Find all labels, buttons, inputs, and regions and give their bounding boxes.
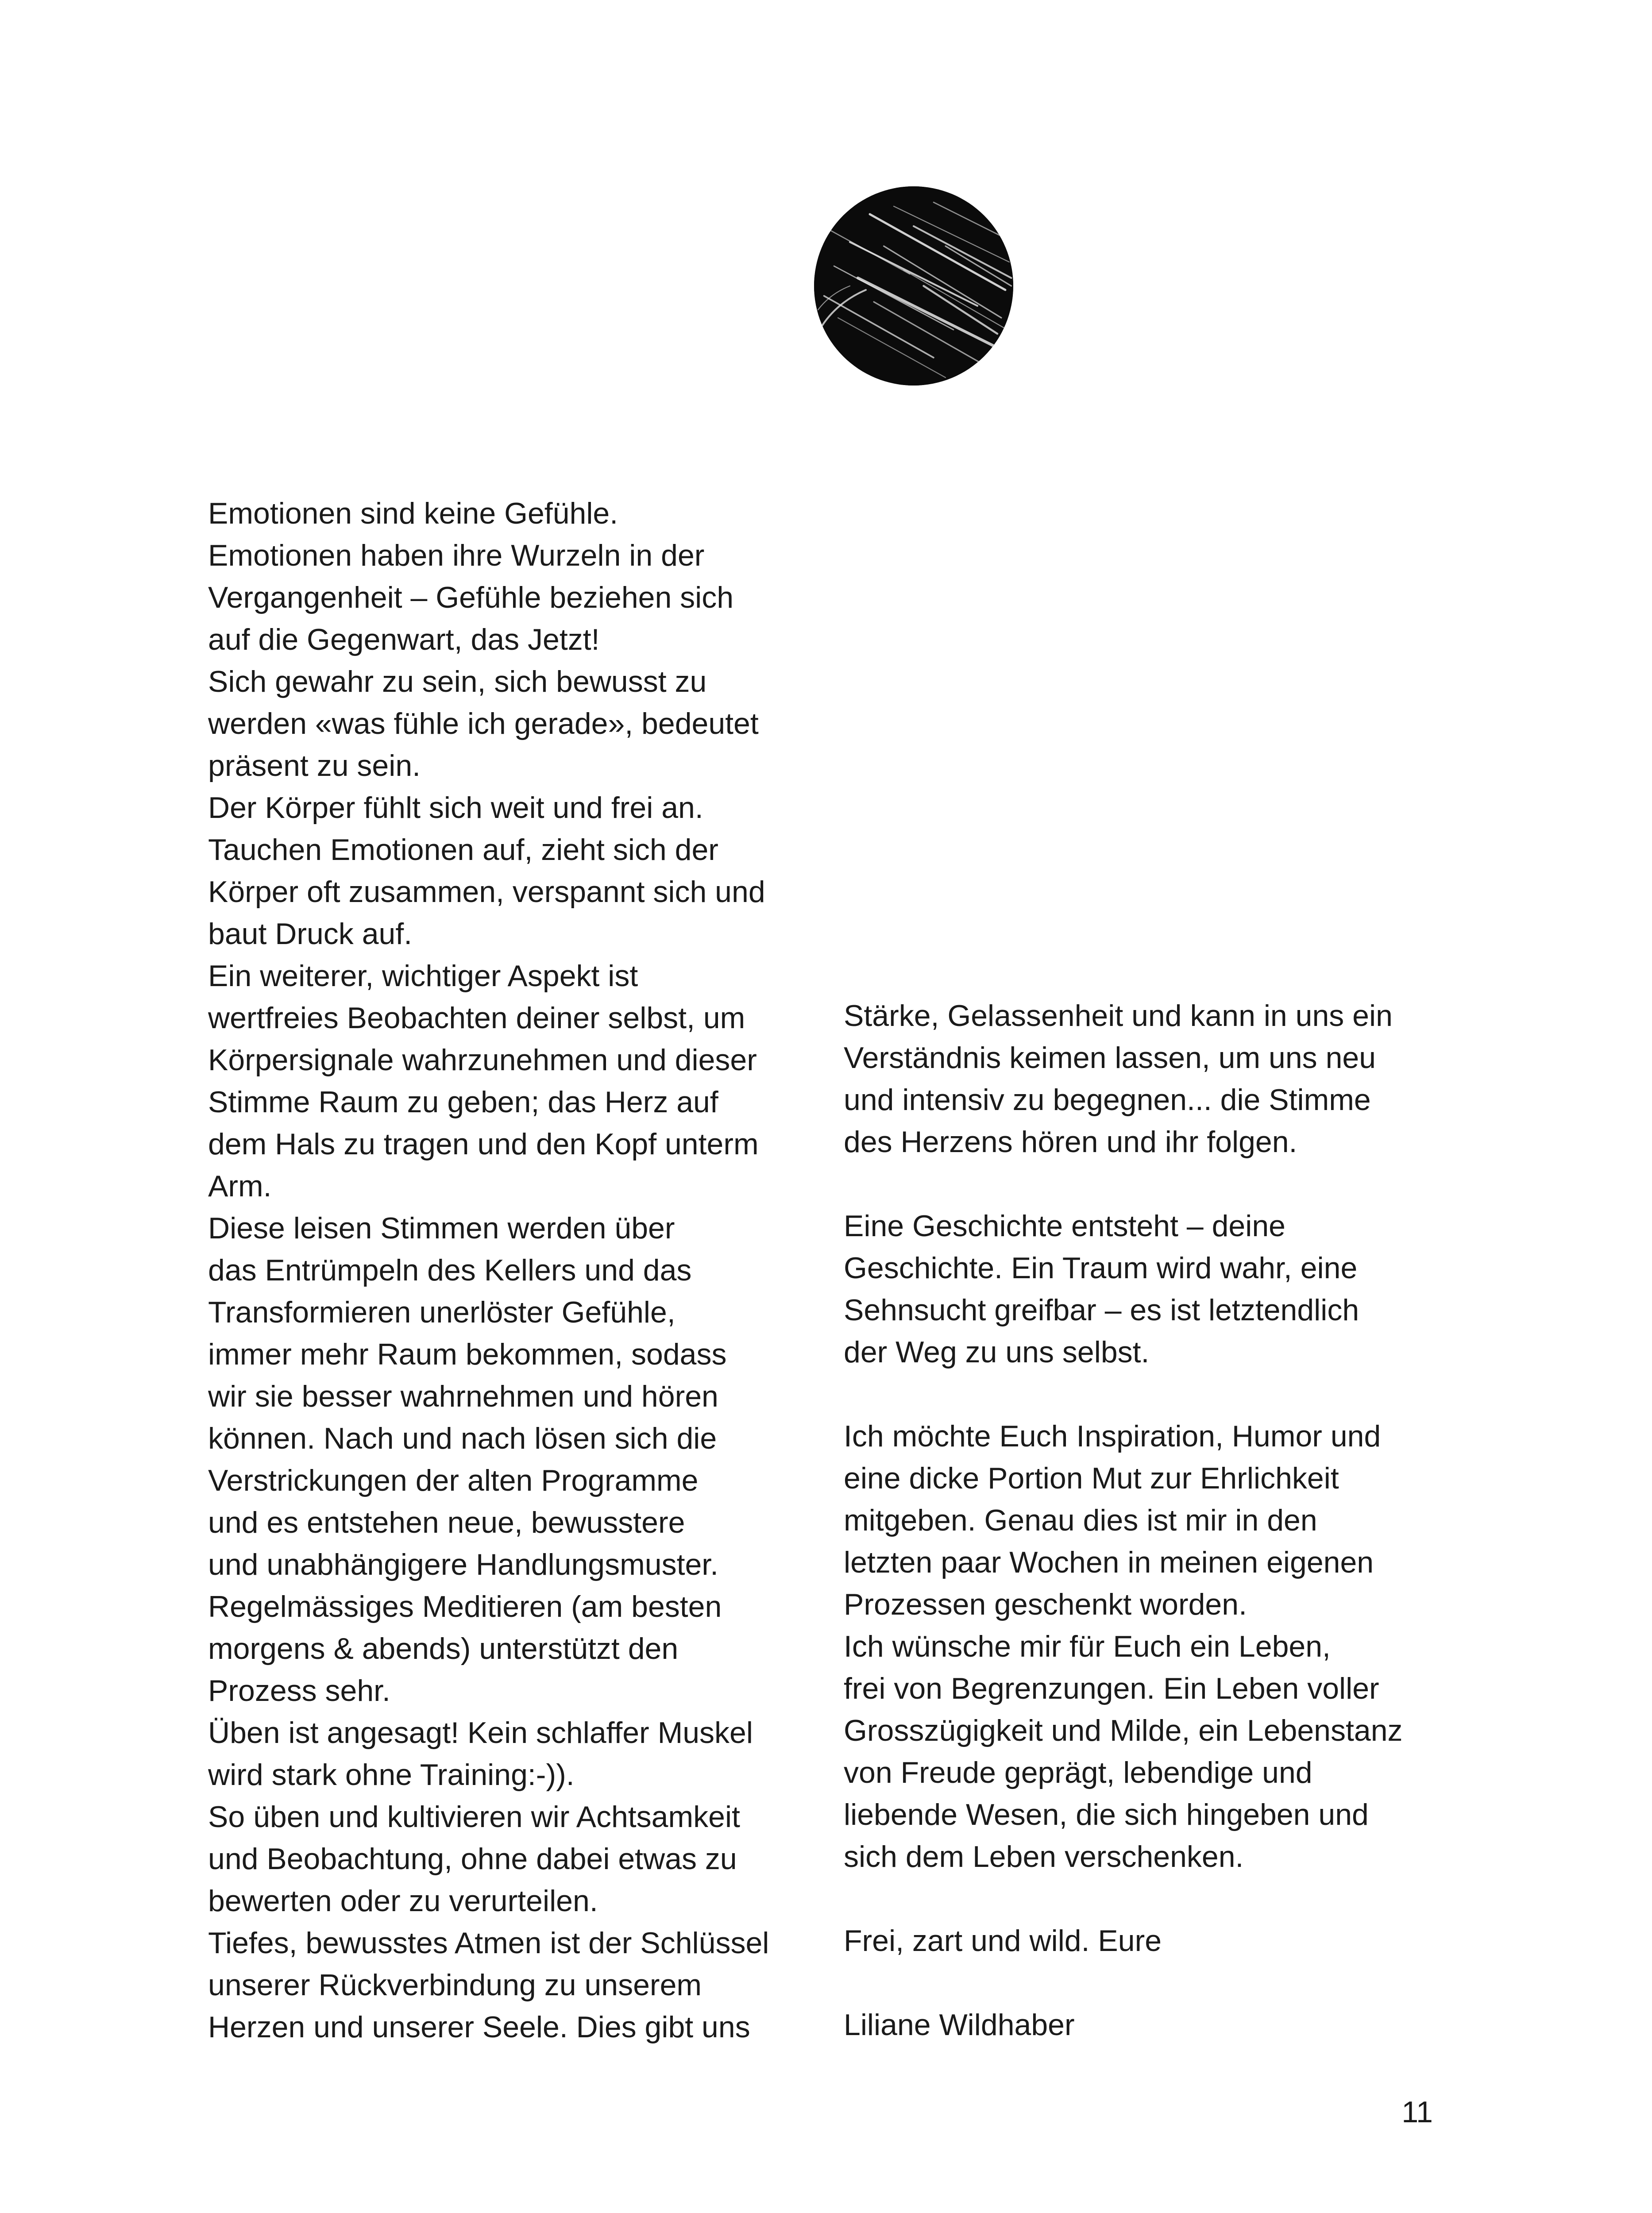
- right-text-column: [844, 995, 1455, 2046]
- right-text-line: der Weg zu uns selbst.: [844, 1335, 1150, 1369]
- left-text-line: So üben und kultivieren wir Achtsamkeit: [208, 1800, 740, 1834]
- left-text-line: Verstrickungen der alten Programme: [208, 1464, 699, 1497]
- left-text-line: Körpersignale wahrzunehmen und dieser: [208, 1043, 757, 1077]
- left-text-line: Ein weiterer, wichtiger Aspekt ist: [208, 959, 638, 993]
- left-text-line: wertfreies Beobachten deiner selbst, um: [208, 1001, 745, 1035]
- right-text-line: Ich möchte Euch Inspiration, Humor und: [844, 1419, 1381, 1453]
- left-text-column: [208, 493, 819, 2048]
- left-text-line: Emotionen haben ihre Wurzeln in der: [208, 539, 705, 572]
- left-text-line: Herzen und unserer Seele. Dies gibt uns: [208, 2010, 750, 2044]
- right-text-line: [844, 1962, 1455, 2004]
- left-text-line: baut Druck auf.: [208, 917, 413, 951]
- right-text-line: mitgeben. Genau dies ist mir in den: [844, 1504, 1317, 1537]
- right-text-line: [844, 1163, 1455, 1205]
- left-text-line: immer mehr Raum bekommen, sodass: [208, 1338, 727, 1371]
- left-text-line: Diese leisen Stimmen werden über: [208, 1211, 675, 1245]
- left-text-line: dem Hals zu tragen und den Kopf unterm: [208, 1127, 759, 1161]
- left-text-line: Körper oft zusammen, verspannt sich und: [208, 875, 765, 909]
- right-text-line: von Freude geprägt, lebendige und: [844, 1756, 1312, 1789]
- left-text-line: Regelmässiges Meditieren (am besten: [208, 1590, 722, 1623]
- left-text-line: Üben ist angesagt! Kein schlaffer Muskel: [208, 1716, 753, 1750]
- left-text-line: das Entrümpeln des Kellers und das: [208, 1253, 692, 1287]
- left-text-line: Tauchen Emotionen auf, zieht sich der: [208, 833, 718, 867]
- left-text-line: und Beobachtung, ohne dabei etwas zu: [208, 1842, 737, 1876]
- left-text-line: können. Nach und nach lösen sich die: [208, 1422, 717, 1455]
- right-text-line: Geschichte. Ein Traum wird wahr, eine: [844, 1251, 1358, 1285]
- right-text-line: Stärke, Gelassenheit und kann in uns ein: [844, 999, 1393, 1033]
- right-text-line: [844, 1373, 1455, 1415]
- right-text-line: Grosszügigkeit und Milde, ein Lebenstanz: [844, 1714, 1403, 1747]
- left-text-line: Transformieren unerlöster Gefühle,: [208, 1295, 675, 1329]
- right-text-line: liebende Wesen, die sich hingeben und: [844, 1798, 1369, 1831]
- right-text-line: Verständnis keimen lassen, um uns neu: [844, 1041, 1376, 1075]
- left-text-line: Arm.: [208, 1169, 272, 1203]
- right-text-line: Eine Geschichte entsteht – deine: [844, 1209, 1285, 1243]
- left-text-line: unserer Rückverbindung zu unserem: [208, 1968, 702, 2002]
- left-text-line: Emotionen sind keine Gefühle.: [208, 497, 618, 530]
- right-text-line: eine dicke Portion Mut zur Ehrlichkeit: [844, 1461, 1339, 1495]
- left-text-line: bewerten oder zu verurteilen.: [208, 1884, 598, 1918]
- left-text-line: auf die Gegenwart, das Jetzt!: [208, 623, 600, 656]
- left-text-line: und es entstehen neue, bewusstere: [208, 1506, 685, 1539]
- left-text-line: Der Körper fühlt sich weit und frei an.: [208, 791, 703, 825]
- right-text-line: Liliane Wildhaber: [844, 2008, 1075, 2042]
- left-text-line: wird stark ohne Training:-)).: [208, 1758, 575, 1792]
- left-text-line: präsent zu sein.: [208, 749, 421, 783]
- right-text-line: Ich wünsche mir für Euch ein Leben,: [844, 1630, 1331, 1663]
- left-text-line: Vergangenheit – Gefühle beziehen sich: [208, 581, 734, 614]
- right-text-line: und intensiv zu begegnen... die Stimme: [844, 1083, 1371, 1117]
- right-text-line: [844, 1878, 1455, 1920]
- left-text-line: Sich gewahr zu sein, sich bewusst zu: [208, 665, 707, 698]
- left-text-line: wir sie besser wahrnehmen und hören: [208, 1380, 718, 1413]
- right-text-line: Sehnsucht greifbar – es ist letztendlich: [844, 1293, 1359, 1327]
- right-text-line: Frei, zart und wild. Eure: [844, 1924, 1162, 1958]
- left-text-line: und unabhängigere Handlungsmuster.: [208, 1548, 719, 1581]
- left-text-line: Tiefes, bewusstes Atmen ist der Schlüssel: [208, 1926, 769, 1960]
- light-streaks-icon: [814, 186, 1013, 386]
- right-text-line: Prozessen geschenkt worden.: [844, 1588, 1247, 1621]
- left-text-line: morgens & abends) unterstützt den: [208, 1632, 679, 1666]
- right-text-line: frei von Begrenzungen. Ein Leben voller: [844, 1672, 1379, 1705]
- right-text-line: sich dem Leben verschenken.: [844, 1840, 1244, 1874]
- page-number: 11: [1401, 2095, 1433, 2129]
- left-text-line: werden «was fühle ich gerade», bedeutet: [208, 707, 759, 740]
- right-text-line: des Herzens hören und ihr folgen.: [844, 1125, 1297, 1159]
- left-text-line: Prozess sehr.: [208, 1674, 390, 1708]
- right-text-line: letzten paar Wochen in meinen eigenen: [844, 1546, 1374, 1579]
- light-streaks-image: [814, 186, 1013, 386]
- left-text-line: Stimme Raum zu geben; das Herz auf: [208, 1085, 718, 1119]
